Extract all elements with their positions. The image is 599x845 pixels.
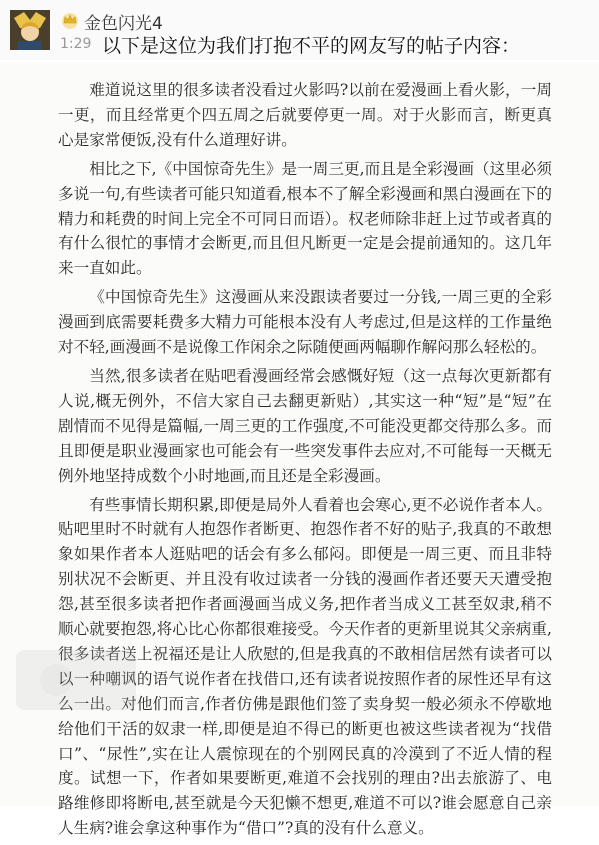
timestamp: 1:29 xyxy=(60,36,92,52)
post-message: 以下是这位为我们打抱不平的网友写的帖子内容： xyxy=(102,35,521,57)
article-paragraph: 难道说这里的很多读者没看过火影吗?以前在爱漫画上看火影，一周一更，而且经常更个四五周之后就要停更一周。对于火影而言，断更真心是家常便饭,没有什么道理好讲。 xyxy=(58,81,552,149)
article-image xyxy=(0,62,599,838)
article-paragraph: 相比之下,《中国惊奇先生》是一周三更,而且是全彩漫画（这里必须多说一句,有些读者可能只知道看,根本不了解全彩漫画和黑白漫画在下的精力和耗费的时间上完全不可同日而语）。权老师除非赶上过节或者真的有什么很忙的事情才会断更,而且但凡断更一定是会提前通知的。这几年来一直如此。 xyxy=(58,159,552,278)
crown-icon xyxy=(60,11,80,29)
avatar[interactable] xyxy=(10,10,50,50)
post-header xyxy=(0,0,599,60)
article-text xyxy=(58,78,552,845)
article-paragraph: 《中国惊奇先生》这漫画从来没跟读者要过一分钱,一周三更的全彩漫画到底需要耗费多大精力可能根本没有人考虑过,但是这样的工作量绝对不轻,画漫画不是说像工作闲余之际随便画两幅聊作解闷那么轻松的。 xyxy=(58,288,552,357)
article-paragraph: 当然,很多读者在贴吧看漫画经常会感慨好短（这一点每次更新都有人说,概无例外，不信大家自己去翻更新贴）,其实这一种“短”是“短”在剧情而不见得是篇幅,一周三更的工作强度,不可能没更都交待那么多。而且即便是职业漫画家也可能会有一些突发事件去应对,不可能每一天概无例外地坚持成数个小时地画,而且还是全彩漫画。 xyxy=(58,366,552,485)
article-paragraph: 有些事情长期积累,即便是局外人看着也会寒心,更不必说作者本人。贴吧里时不时就有人抱怨作者断更、抱怨作者不好的贴子,我真的不敢想象如果作者本人逛贴吧的话会有多么郁闷。即便是一周三更、而且非特别状况不会断更、并且没有收过读者一分钱的漫画作者还要天天遭受抱怨,甚至很多读者把作者画漫画当成义务,把作者当成义工甚至奴隶,稍不顺心就要抱怨,将心比心你都很难接受。今天作者的更新里说其父亲病重,很多读者送上祝福还是让人欣慰的,但是我真的不敢相信居然有读者可以以一种嘲讽的语气说作者在找借口,还有读者说按照作者的尿性还早有这么一出。对他们而言,作者仿佛是跟他们签了卖身契一般必须永不停歇地给他们干活的奴隶一样,即便是迫不得已的断更也被这些读者视为“找借口”、“尿性”,实在让人震惊现在的个别网民真的冷漠到了不近人情的程度。试想一下，作者如果要断更,难道不会找别的理由?出去旅游了、电路维修即将断电,甚至就是今天犯懒不想更,难道不可以?谁会愿意自己亲人生病?谁会拿这种事作为“借口”?真的没有什么意义。 xyxy=(58,495,552,838)
username[interactable]: 金色闪光4 xyxy=(84,14,163,34)
